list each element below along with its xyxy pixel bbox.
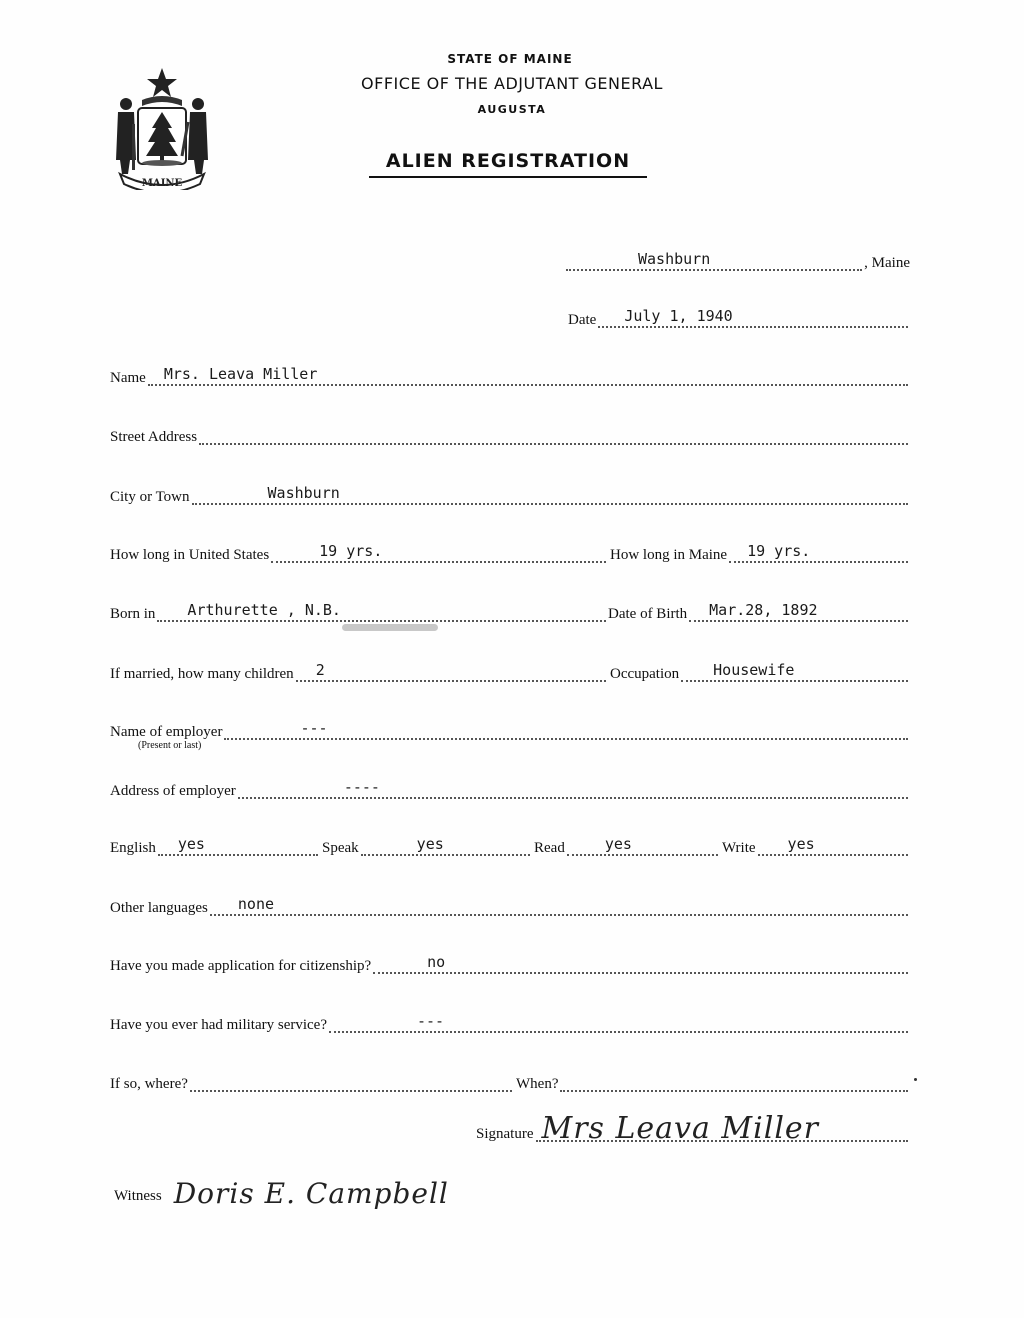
other-languages-field[interactable] [110,892,910,916]
write-label: Write [722,840,756,856]
employer-value: --- [300,719,328,737]
place-suffix: , Maine [864,255,910,271]
city-town-value: Washburn [267,484,340,502]
witness-label: Witness [114,1188,162,1204]
date-value: July 1, 1940 [624,307,733,325]
other-languages-label: Other languages [110,900,208,916]
other-languages-value: none [237,895,275,913]
form-title: ALIEN REGISTRATION [369,150,647,178]
name-label: Name [110,370,146,386]
years-in-us-label: How long in United States [110,547,270,563]
date-of-birth-label: Date of Birth [608,606,688,622]
born-in-field[interactable] [110,598,608,622]
where-field[interactable] [110,1068,514,1092]
citizenship-field[interactable] [110,950,910,974]
years-in-us-value: 19 yrs. [319,542,383,560]
employer-label: Name of employer [110,724,223,740]
employer-field[interactable] [110,716,910,740]
street-address-label: Street Address [110,429,198,445]
ink-smudge [342,624,438,631]
date-of-birth-value: Mar.28, 1892 [709,601,818,619]
occupation-label: Occupation [610,666,680,682]
place-field[interactable] [566,247,910,271]
children-value: 2 [315,661,325,679]
read-label: Read [534,840,565,856]
date-field[interactable] [568,304,910,328]
english-label: English [110,840,156,856]
born-in-label: Born in [110,606,156,622]
military-service-field[interactable] [110,1009,910,1033]
seal-text: MAINE [141,178,183,189]
date-of-birth-field[interactable] [608,598,910,622]
place-value: Washburn [638,250,711,268]
citizenship-value: no [427,953,446,971]
witness-field[interactable] [114,1177,534,1210]
name-field[interactable] [110,362,910,386]
employer-address-field[interactable] [110,775,910,799]
english-field[interactable] [110,832,320,856]
stray-mark [914,1078,917,1081]
english-value: yes [177,835,205,853]
city-town-field[interactable] [110,481,910,505]
children-label: If married, how many children [110,666,294,682]
write-field[interactable] [722,832,910,856]
city-heading: AUGUSTA [477,103,547,116]
occupation-value: Housewife [713,661,795,679]
employer-address-value: ---- [343,778,380,796]
state-heading: STATE OF MAINE [447,52,573,66]
children-field[interactable] [110,658,608,682]
read-field[interactable] [534,832,720,856]
city-town-label: City or Town [110,489,190,505]
born-in-value: Arthurette , N.B. [187,601,341,619]
signature-value: Mrs Leava Miller [541,1111,820,1146]
signature-field[interactable] [476,1111,910,1146]
when-label: When? [516,1076,559,1092]
witness-value: Doris E. Campbell [173,1177,449,1210]
office-heading: OFFICE OF THE ADJUTANT GENERAL [361,74,663,93]
write-value: yes [787,835,815,853]
street-address-field[interactable] [110,421,910,445]
speak-value: yes [416,835,444,853]
employer-address-label: Address of employer [110,783,236,799]
where-label: If so, where? [110,1076,188,1092]
years-in-us-field[interactable] [110,539,608,563]
when-field[interactable] [516,1068,910,1092]
years-in-maine-label: How long in Maine [610,547,728,563]
employer-sublabel: (Present or last) [138,740,202,751]
years-in-maine-value: 19 yrs. [747,542,811,560]
name-value: Mrs. Leava Miller [163,365,318,383]
date-label: Date [568,312,597,328]
military-service-value: --- [417,1012,445,1030]
occupation-field[interactable] [610,658,910,682]
years-in-maine-field[interactable] [610,539,910,563]
speak-label: Speak [322,840,359,856]
read-value: yes [604,835,632,853]
citizenship-label: Have you made application for citizenship? [110,958,372,974]
signature-label: Signature [476,1126,534,1142]
military-service-label: Have you ever had military service? [110,1017,327,1033]
speak-field[interactable] [322,832,532,856]
